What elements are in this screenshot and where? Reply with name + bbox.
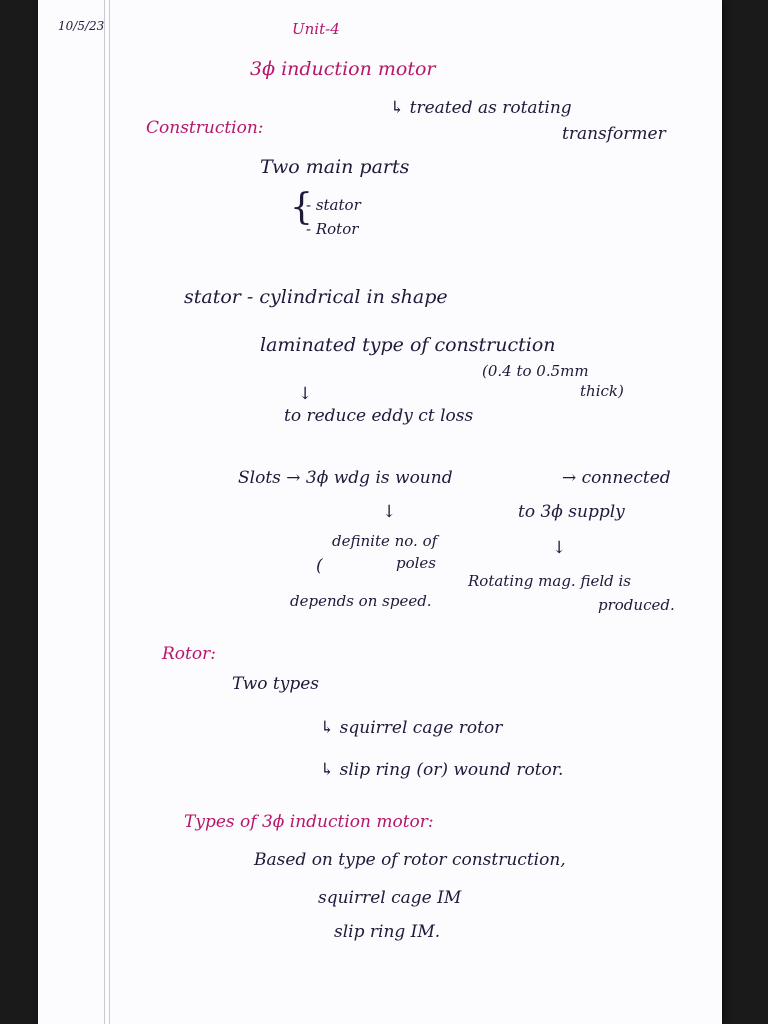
title-3phase-induction-motor: 3ϕ induction motor: [250, 58, 436, 80]
rotor-heading: Rotor:: [162, 644, 216, 664]
rotating-field-line1: Rotating mag. field is: [468, 572, 632, 590]
definite-poles-line2: poles: [396, 554, 437, 572]
rotating-field-line2: produced.: [598, 596, 675, 614]
construction-heading: Construction:: [146, 118, 264, 138]
part-stator: - stator: [306, 196, 361, 214]
connected-line1: → connected: [562, 468, 671, 488]
notebook-page: [38, 0, 722, 1024]
stator-definition: stator - cylindrical in shape: [184, 286, 448, 308]
down-arrow: ↓: [298, 384, 313, 404]
depends-on-speed: depends on speed.: [290, 592, 432, 610]
title-note-line2: transformer: [562, 124, 666, 144]
down-arrow: ↓: [382, 502, 397, 522]
reduce-eddy-loss: to reduce eddy ct loss: [284, 406, 474, 426]
title-note-line1: ↳ treated as rotating: [390, 98, 572, 118]
curved-arrow: (: [316, 556, 323, 576]
based-on-rotor-construction: Based on type of rotor construction,: [254, 850, 566, 870]
two-types: Two types: [232, 674, 320, 694]
margin-line: [109, 0, 110, 1024]
down-arrow: ↓: [552, 538, 567, 558]
laminated-construction: laminated type of construction: [260, 334, 556, 356]
rotor-type-slip-ring: ↳ slip ring (or) wound rotor.: [320, 760, 564, 780]
unit-heading: Unit-4: [292, 20, 340, 38]
brace: {: [290, 187, 313, 228]
thickness-line2: thick): [580, 382, 624, 400]
types-of-motor-heading: Types of 3ϕ induction motor:: [184, 812, 434, 832]
definite-poles-line1: definite no. of: [332, 532, 438, 550]
motor-type-squirrel-cage: squirrel cage IM: [318, 888, 462, 908]
thickness-line1: (0.4 to 0.5mm: [482, 362, 589, 380]
slots-winding: Slots → 3ϕ wdg is wound: [238, 468, 453, 488]
two-main-parts: Two main parts: [260, 156, 410, 178]
margin-line: [104, 0, 105, 1024]
motor-type-slip-ring: slip ring IM.: [334, 922, 441, 942]
rotor-type-squirrel-cage: ↳ squirrel cage rotor: [320, 718, 503, 738]
connected-line2: to 3ϕ supply: [518, 502, 625, 522]
part-rotor: - Rotor: [306, 220, 359, 238]
date: 10/5/23: [58, 19, 105, 33]
